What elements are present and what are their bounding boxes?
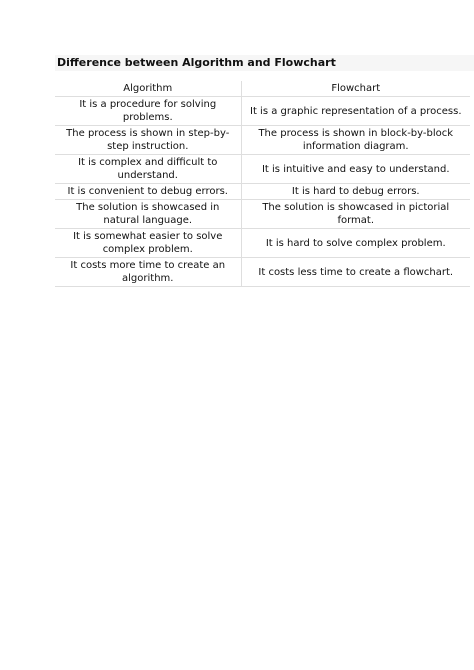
table-header-row — [55, 81, 470, 97]
flowchart-cell: It is hard to debug errors. — [241, 184, 470, 200]
table-row — [55, 200, 470, 229]
flowchart-cell: It costs less time to create a flowchart. — [241, 258, 470, 287]
column-header-flowchart: Flowchart — [241, 81, 470, 97]
algorithm-cell: The process is shown in step-by-step instruction. — [55, 126, 241, 155]
flowchart-cell: The solution is showcased in pictorial format. — [241, 200, 470, 229]
algorithm-cell: It is convenient to debug errors. — [55, 184, 241, 200]
flowchart-cell: It is intuitive and easy to understand. — [241, 155, 470, 184]
flowchart-cell: It is hard to solve complex problem. — [241, 229, 470, 258]
table-row — [55, 155, 470, 184]
table-row — [55, 184, 470, 200]
table-row — [55, 229, 470, 258]
flowchart-cell: It is a graphic representation of a process. — [241, 97, 470, 126]
algorithm-cell: The solution is showcased in natural language. — [55, 200, 241, 229]
column-header-algorithm: Algorithm — [55, 81, 241, 97]
table-row — [55, 97, 470, 126]
algorithm-cell: It is complex and difficult to understand. — [55, 155, 241, 184]
flowchart-cell: The process is shown in block-by-block information diagram. — [241, 126, 470, 155]
comparison-table — [55, 81, 470, 287]
algorithm-cell: It is a procedure for solving problems. — [55, 97, 241, 126]
document-title: Difference between Algorithm and Flowchart — [57, 56, 336, 69]
algorithm-cell: It costs more time to create an algorithm. — [55, 258, 241, 287]
algorithm-cell: It is somewhat easier to solve complex problem. — [55, 229, 241, 258]
table-row — [55, 126, 470, 155]
table-row — [55, 258, 470, 287]
